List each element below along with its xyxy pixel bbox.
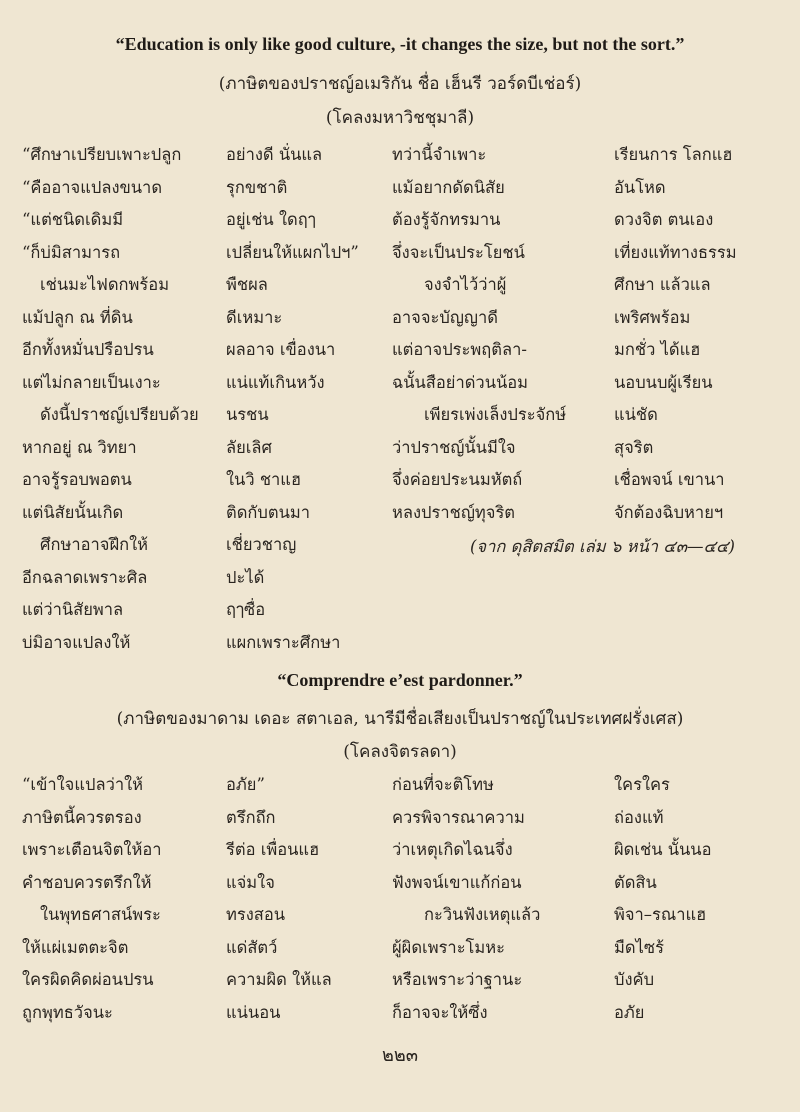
verse-segment: จักต้องฉิบหายฯ bbox=[614, 502, 724, 522]
verse-segment: แน่นอน bbox=[226, 1002, 281, 1022]
verse-segment: ควรพิจารณาความ bbox=[392, 807, 525, 827]
verse-segment: แต่ว่านิสัยพาล bbox=[22, 600, 124, 619]
poem-line bbox=[0, 803, 800, 833]
poem-line bbox=[0, 140, 800, 170]
verse-segment: ฟังพจน์เขาแก้ก่อน bbox=[392, 872, 522, 892]
verse-segment: ดีเหมาะ bbox=[226, 307, 283, 327]
verse-segment: “แต่ชนิดเดิมมี bbox=[22, 210, 124, 229]
verse-segment: ก่อนที่จะติโทษ bbox=[392, 775, 494, 794]
verse-segment: เชี่ยวชาญ bbox=[226, 535, 297, 554]
poem-line bbox=[0, 900, 800, 930]
verse-segment: ก็อาจจะให้ซึ่ง bbox=[392, 1002, 488, 1022]
verse-segment: รีต่อ เพื่อนแฮ bbox=[226, 840, 320, 859]
verse-segment: ศึกษา แล้วแล bbox=[614, 275, 711, 294]
meter-title-2: (โคลงจิตรลดา) bbox=[343, 742, 457, 762]
verse-segment: พิจา–รณาแฮ bbox=[614, 905, 707, 924]
verse-segment: ตัดสิน bbox=[614, 872, 657, 892]
poem-line bbox=[0, 303, 800, 333]
verse-segment: หลงปราชญ์ทุจริต bbox=[392, 502, 516, 522]
verse-segment: เช่นมะไฟดกพร้อม bbox=[40, 275, 170, 294]
verse-segment: แม้ปลูก ณ ที่ดิน bbox=[22, 307, 133, 327]
verse-segment: แต่อาจประพฤติลา- bbox=[392, 340, 527, 359]
poem-line bbox=[0, 433, 800, 463]
verse-segment: ใครผิดคิดผ่อนปรน bbox=[22, 970, 154, 989]
poem-line bbox=[0, 628, 800, 658]
verse-segment: นรชน bbox=[226, 405, 269, 424]
verse-segment: ให้แผ่เมตตะจิต bbox=[22, 937, 129, 957]
poem-line bbox=[0, 465, 800, 495]
verse-segment: รุกขชาติ bbox=[226, 177, 288, 197]
verse-segment: ดังนี้ปราชญ์เปรียบด้วย bbox=[40, 405, 199, 424]
verse-segment: กะวินฟังเหตุแล้ว bbox=[424, 905, 541, 924]
verse-segment: ถ่องแท้ bbox=[614, 807, 664, 827]
verse-segment: ภาษิตนี้ควรตรอง bbox=[22, 807, 142, 827]
poem-line bbox=[0, 933, 800, 963]
verse-segment: พืชผล bbox=[226, 275, 268, 294]
verse-segment: บังคับ bbox=[614, 970, 655, 989]
verse-segment: เที่ยงแท้ทางธรรม bbox=[614, 242, 737, 262]
verse-segment: อันโหด bbox=[614, 177, 666, 197]
verse-segment: ลัยเลิศ bbox=[226, 437, 273, 457]
verse-segment: อีกทั้งหมั่นปรือปรน bbox=[22, 340, 154, 359]
verse-segment: ผู้ผิดเพราะโมหะ bbox=[392, 937, 506, 957]
verse-segment: ศึกษาอาจฝึกให้ bbox=[40, 535, 149, 554]
verse-segment: แม้อยากดัดนิสัย bbox=[392, 177, 505, 197]
poem-line bbox=[0, 770, 800, 800]
verse-segment: ทว่านี้จำเพาะ bbox=[392, 145, 487, 164]
poem-line bbox=[0, 238, 800, 268]
verse-segment: เพราะเตือนจิตให้อา bbox=[22, 840, 162, 859]
verse-segment: ปะได้ bbox=[226, 567, 265, 587]
verse-segment: เพริศพร้อม bbox=[614, 307, 691, 327]
poem-line bbox=[0, 498, 800, 528]
verse-segment: คำชอบควรตรึกให้ bbox=[22, 872, 152, 892]
poem-line bbox=[0, 368, 800, 398]
verse-segment: แน่แท้เกินหวัง bbox=[226, 372, 325, 392]
verse-segment: จงจำไว้ว่าผู้ bbox=[424, 275, 507, 294]
verse-segment: ฉนั้นสือย่าด่วนน้อม bbox=[392, 372, 529, 392]
verse-segment: ความผิด ให้แล bbox=[226, 970, 332, 989]
quote-english-1: “Education is only like good culture, -it changes the size, but not the sort.” bbox=[115, 34, 685, 54]
poem-line bbox=[0, 835, 800, 865]
quote-french: “Comprendre e’est pardonner.” bbox=[277, 670, 523, 690]
verse-segment: อยู่เช่น ใดฤๅ bbox=[226, 210, 316, 229]
poem-line bbox=[0, 205, 800, 235]
verse-segment: ติดกับตนมา bbox=[226, 502, 311, 522]
verse-segment: แต่นิสัยนั้นเกิด bbox=[22, 502, 124, 522]
poem-line bbox=[0, 335, 800, 365]
verse-segment: บ่มิอาจแปลงให้ bbox=[22, 632, 131, 652]
attribution-1: (ภาษิตของปราชญ์อเมริกัน ชื่อ เฮ็นรี วอร์ดบีเช่อร์) bbox=[218, 74, 582, 94]
verse-segment: “ศึกษาเปรียบเพาะปลูก bbox=[22, 145, 182, 164]
verse-segment: ผิดเช่น นั้นนอ bbox=[614, 840, 712, 859]
verse-segment: “เข้าใจแปลว่าให้ bbox=[22, 775, 144, 794]
verse-segment: แต่ไม่กลายเป็นเงาะ bbox=[22, 372, 161, 392]
verse-segment: อาจจะบัญญาดี bbox=[392, 307, 498, 327]
verse-segment: ทรงสอน bbox=[226, 905, 286, 924]
poem-line bbox=[0, 563, 800, 593]
verse-segment: เปลี่ยนให้แผกไปฯ” bbox=[226, 242, 359, 262]
verse-segment: ในพุทธศาสน์พระ bbox=[40, 905, 161, 924]
poem-line bbox=[0, 270, 800, 300]
verse-segment: มกชั่ว ได้แฮ bbox=[614, 340, 701, 359]
poem-line bbox=[0, 595, 800, 625]
verse-segment: เพียรเพ่งเล็งประจักษ์ bbox=[424, 405, 567, 424]
poem-line bbox=[0, 965, 800, 995]
verse-segment: อย่างดี นั่นแล bbox=[226, 145, 323, 164]
verse-segment: แน่ชัด bbox=[614, 405, 658, 424]
verse-segment: มืดไซร้ bbox=[614, 937, 664, 957]
verse-segment: อภัย” bbox=[226, 775, 265, 794]
verse-segment: ว่าปราชญ์นั้นมีใจ bbox=[392, 437, 516, 457]
verse-segment: ฤๅซื่อ bbox=[226, 600, 266, 619]
verse-segment: “คืออาจแปลงขนาด bbox=[22, 177, 163, 197]
verse-segment: แผกเพราะศึกษา bbox=[226, 632, 341, 652]
verse-segment: สุจริต bbox=[614, 437, 654, 457]
verse-segment: หากอยู่ ณ วิทยา bbox=[22, 437, 137, 457]
verse-segment: ดวงจิต ตนเอง bbox=[614, 210, 714, 229]
page-number: ๒๒๓ bbox=[381, 1045, 419, 1066]
verse-segment: อาจรู้รอบพอตน bbox=[22, 470, 132, 489]
citation: (จาก ดุสิตสมิต เล่ม ๖ หน้า ๔๓—๔๔) bbox=[470, 537, 735, 556]
attribution-2: (ภาษิตของมาดาม เดอะ สตาเอล, นารีมีชื่อเสียงเป็นปราชญ์ในประเทศฝรั่งเศส) bbox=[116, 709, 684, 729]
verse-segment: ว่าเหตุเกิดไฉนจึ่ง bbox=[392, 840, 513, 859]
verse-segment: จึ่งจะเป็นประโยชน์ bbox=[392, 242, 525, 262]
verse-segment: หรือเพราะว่าฐานะ bbox=[392, 970, 523, 989]
verse-segment: นอบนบผู้เรียน bbox=[614, 372, 713, 392]
poem-line bbox=[0, 173, 800, 203]
meter-title-1: (โคลงมหาวิชชุมาลี) bbox=[325, 108, 475, 128]
verse-segment: จึ่งค่อยประนมหัตถ์ bbox=[392, 470, 523, 489]
verse-segment: อีกฉลาดเพราะศิล bbox=[22, 567, 148, 587]
verse-segment: ในวิ ชาแฮ bbox=[226, 470, 302, 489]
verse-segment: เชื่อพจน์ เขานา bbox=[614, 470, 725, 489]
poem-line bbox=[0, 400, 800, 430]
verse-segment: ต้องรู้จักทรมาน bbox=[392, 210, 501, 229]
verse-segment: เรียนการ โลกแฮ bbox=[614, 145, 733, 164]
verse-segment: ถูกพุทธวัจนะ bbox=[22, 1002, 113, 1022]
verse-segment: อภัย bbox=[614, 1002, 645, 1022]
verse-segment: ใครใคร bbox=[614, 775, 670, 794]
verse-segment: ผลอาจ เขื่องนา bbox=[226, 340, 336, 359]
verse-segment: แด่สัตว์ bbox=[226, 937, 278, 957]
poem-line bbox=[0, 868, 800, 898]
poem-line bbox=[0, 998, 800, 1028]
verse-segment: แจ่มใจ bbox=[226, 872, 275, 892]
verse-segment: “ก็บ่มิสามารถ bbox=[22, 242, 121, 262]
verse-segment: ตรึกถึก bbox=[226, 807, 276, 827]
